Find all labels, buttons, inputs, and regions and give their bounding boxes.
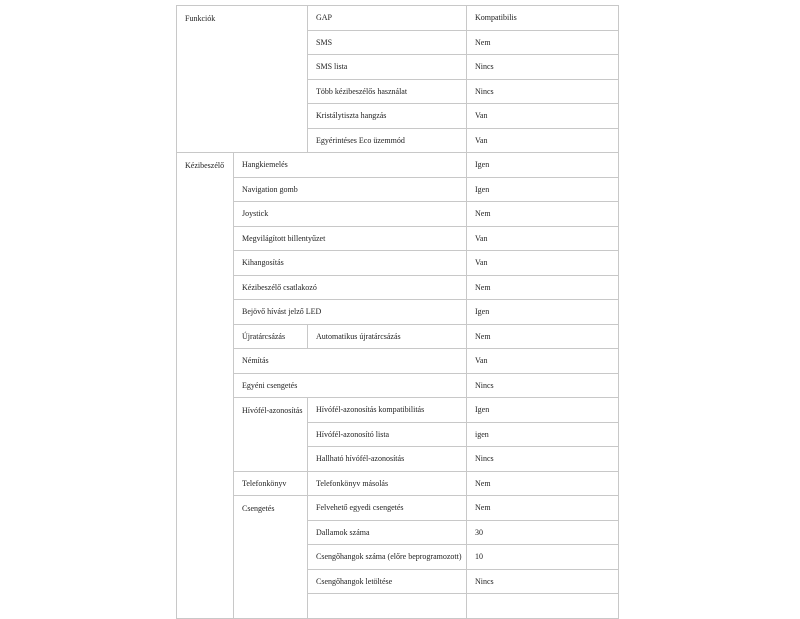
table-row <box>177 373 619 398</box>
feature-cell <box>308 594 467 619</box>
value-cell: Nem <box>467 202 619 227</box>
value-cell: Van <box>467 128 619 153</box>
group-label-hivofel: Hívófél-azonosítás <box>234 398 308 472</box>
value-cell: Nem <box>467 471 619 496</box>
feature-cell: Kézibeszélő csatlakozó <box>234 275 467 300</box>
table-row <box>177 177 619 202</box>
feature-cell: Felvehető egyedi csengetés <box>308 496 467 521</box>
table-row <box>177 202 619 227</box>
value-cell: Nem <box>467 30 619 55</box>
value-cell: Igen <box>467 153 619 178</box>
value-cell <box>467 594 619 619</box>
feature-cell: Némítás <box>234 349 467 374</box>
group-label-ujratarcsazas: Újratárcsázás <box>234 324 308 349</box>
feature-cell: Egyérintéses Eco üzemmód <box>308 128 467 153</box>
table-row <box>177 300 619 325</box>
value-cell: Nem <box>467 275 619 300</box>
feature-cell: Telefonkönyv másolás <box>308 471 467 496</box>
table-row <box>177 471 619 496</box>
value-cell: igen <box>467 422 619 447</box>
feature-cell: Navigation gomb <box>234 177 467 202</box>
section-label-kezibeszelo: Kézibeszélő <box>177 153 234 619</box>
value-cell: Nincs <box>467 55 619 80</box>
value-cell: Igen <box>467 300 619 325</box>
table-row <box>177 398 619 423</box>
value-cell: Van <box>467 226 619 251</box>
value-cell: Igen <box>467 177 619 202</box>
value-cell: Nem <box>467 324 619 349</box>
value-cell: 10 <box>467 545 619 570</box>
table-row <box>177 275 619 300</box>
table-row <box>177 6 619 31</box>
feature-cell: Joystick <box>234 202 467 227</box>
feature-cell: SMS lista <box>308 55 467 80</box>
value-cell: Kompatibilis <box>467 6 619 31</box>
value-cell: 30 <box>467 520 619 545</box>
feature-cell: Kihangosítás <box>234 251 467 276</box>
value-cell: Nincs <box>467 373 619 398</box>
table-row <box>177 349 619 374</box>
feature-cell: Egyéni csengetés <box>234 373 467 398</box>
feature-cell: GAP <box>308 6 467 31</box>
feature-cell: SMS <box>308 30 467 55</box>
group-label-telefonkonyv: Telefonkönyv <box>234 471 308 496</box>
value-cell: Van <box>467 251 619 276</box>
group-label-csengetes: Csengetés <box>234 496 308 619</box>
feature-cell: Dallamok száma <box>308 520 467 545</box>
table-row <box>177 226 619 251</box>
table-row <box>177 153 619 178</box>
feature-cell: Csengőhangok letöltése <box>308 569 467 594</box>
spec-table <box>176 5 619 619</box>
feature-cell: Hallható hívófél-azonosítás <box>308 447 467 472</box>
feature-cell: Megvilágított billentyűzet <box>234 226 467 251</box>
feature-cell: Automatikus újratárcsázás <box>308 324 467 349</box>
value-cell: Igen <box>467 398 619 423</box>
section-label-funkciok: Funkciók <box>177 6 308 153</box>
feature-cell: Hangkiemelés <box>234 153 467 178</box>
value-cell: Nincs <box>467 79 619 104</box>
table-row <box>177 251 619 276</box>
feature-cell: Bejövő hívást jelző LED <box>234 300 467 325</box>
feature-cell: Csengőhangok száma (előre beprogramozott) <box>308 545 467 570</box>
table-row <box>177 324 619 349</box>
feature-cell: Kristálytiszta hangzás <box>308 104 467 129</box>
feature-cell: Hívófél-azonosító lista <box>308 422 467 447</box>
value-cell: Van <box>467 349 619 374</box>
value-cell: Van <box>467 104 619 129</box>
table-row <box>177 496 619 521</box>
value-cell: Nem <box>467 496 619 521</box>
value-cell: Nincs <box>467 569 619 594</box>
feature-cell: Több kézibeszélős használat <box>308 79 467 104</box>
feature-cell: Hívófél-azonosítás kompatibilitás <box>308 398 467 423</box>
value-cell: Nincs <box>467 447 619 472</box>
